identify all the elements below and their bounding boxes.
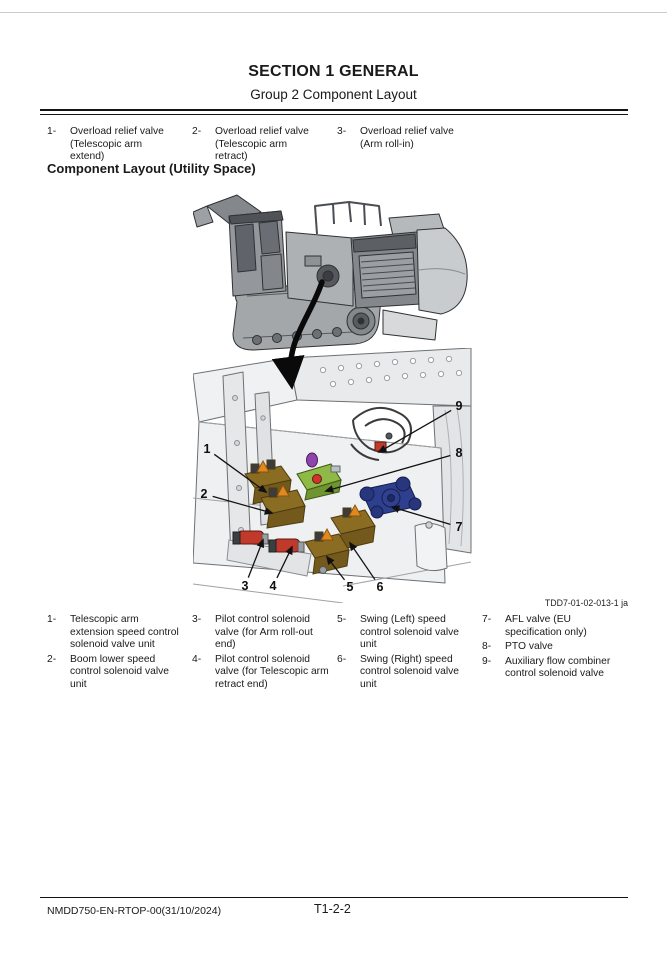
legend-item — [192, 654, 337, 692]
legend-bottom-col-1 — [47, 614, 192, 691]
legend-bottom-col-2 — [192, 614, 337, 691]
page-top-border — [0, 12, 667, 13]
legend-item-number: 2- — [47, 653, 57, 665]
callout-label-2: 2 — [200, 487, 208, 501]
legend-item-text: Auxiliary flow combiner control solenoid valve — [505, 655, 611, 680]
callout-label-7: 7 — [455, 520, 463, 534]
legend-item-text: Pilot control solenoid valve (for Telescopic arm retract end) — [215, 653, 329, 690]
callout-label-1: 1 — [203, 442, 211, 456]
legend-item-number: 2- — [192, 126, 202, 137]
legend-item — [47, 614, 192, 652]
callout-label-4: 4 — [269, 579, 277, 593]
page-number: T1-2-2 — [314, 902, 351, 916]
legend-item-text: Telescopic arm extension speed control solenoid valve unit — [70, 614, 179, 651]
boom-stub-far — [193, 206, 213, 227]
legend-item — [482, 656, 627, 681]
legend-bottom — [47, 614, 631, 691]
callout-label-6: 6 — [376, 580, 384, 594]
legend-item-number: 3- — [337, 126, 347, 137]
section-title: SECTION 1 GENERAL — [248, 63, 419, 80]
legend-item-text: Swing (Left) speed control solenoid valve unit — [360, 614, 460, 651]
legend-item-text: Overload relief valve (Telescopic arm retract) — [215, 126, 309, 163]
legend-item — [337, 126, 482, 151]
legend-bottom-col-3 — [337, 614, 482, 691]
cab-window — [235, 224, 256, 272]
callout-label-3: 3 — [241, 579, 249, 593]
figure-reference-number: TDD7-01-02-013-1 ja — [544, 598, 628, 608]
legend-item — [482, 641, 627, 654]
legend-item-text: Boom lower speed control solenoid valve unit — [70, 653, 170, 690]
group-title: Group 2 Component Layout — [250, 87, 417, 102]
reservoir-tank — [415, 523, 447, 570]
legend-item — [47, 654, 192, 692]
header-double-rule — [40, 109, 628, 115]
legend-top-col-3 — [337, 126, 482, 151]
legend-item-number: 1- — [47, 614, 57, 625]
legend-item-text: Pilot control solenoid valve (for Arm roll-out end) — [215, 614, 313, 651]
legend-item-text: Overload relief valve (Telescopic arm extend) — [70, 126, 164, 163]
legend-item-text: Overload relief valve (Arm roll-in) — [360, 126, 454, 150]
legend-item-number: 6- — [337, 653, 347, 665]
callout-label-8: 8 — [455, 446, 463, 460]
page-heading: Component Layout (Utility Space) — [47, 161, 256, 176]
footer-rule — [40, 897, 628, 898]
legend-item — [337, 654, 482, 692]
legend-item — [47, 126, 192, 164]
legend-item-number: 8- — [482, 641, 492, 653]
legend-item-text: AFL valve (EU specification only) — [505, 614, 587, 638]
callout-label-5: 5 — [346, 580, 354, 594]
legend-item-number: 4- — [192, 653, 202, 665]
legend-item — [482, 614, 627, 639]
document-number: NMDD750-EN-RTOP-00(31/10/2024) — [47, 905, 222, 917]
legend-item-text: Swing (Right) speed control solenoid valve unit — [360, 653, 460, 690]
handrail — [315, 202, 381, 234]
legend-top-col-2 — [192, 126, 337, 164]
legend-item-number: 7- — [482, 614, 492, 625]
callout-label-9: 9 — [455, 399, 463, 413]
legend-item-number: 1- — [47, 126, 57, 137]
legend-top-col-1 — [47, 126, 192, 164]
legend-item-number: 3- — [192, 614, 202, 625]
legend-item — [192, 614, 337, 652]
legend-item-number: 9- — [482, 655, 492, 667]
legend-item — [192, 126, 337, 164]
legend-item — [337, 614, 482, 652]
legend-bottom-col-4 — [482, 614, 627, 681]
legend-item-text: PTO valve — [505, 641, 553, 653]
combiner-valve-part — [375, 442, 386, 451]
zoom-arrow — [266, 274, 350, 400]
counterweight — [417, 228, 467, 314]
legend-top — [47, 126, 631, 164]
legend-item-number: 5- — [337, 614, 347, 625]
undercarriage-frame — [383, 310, 437, 340]
